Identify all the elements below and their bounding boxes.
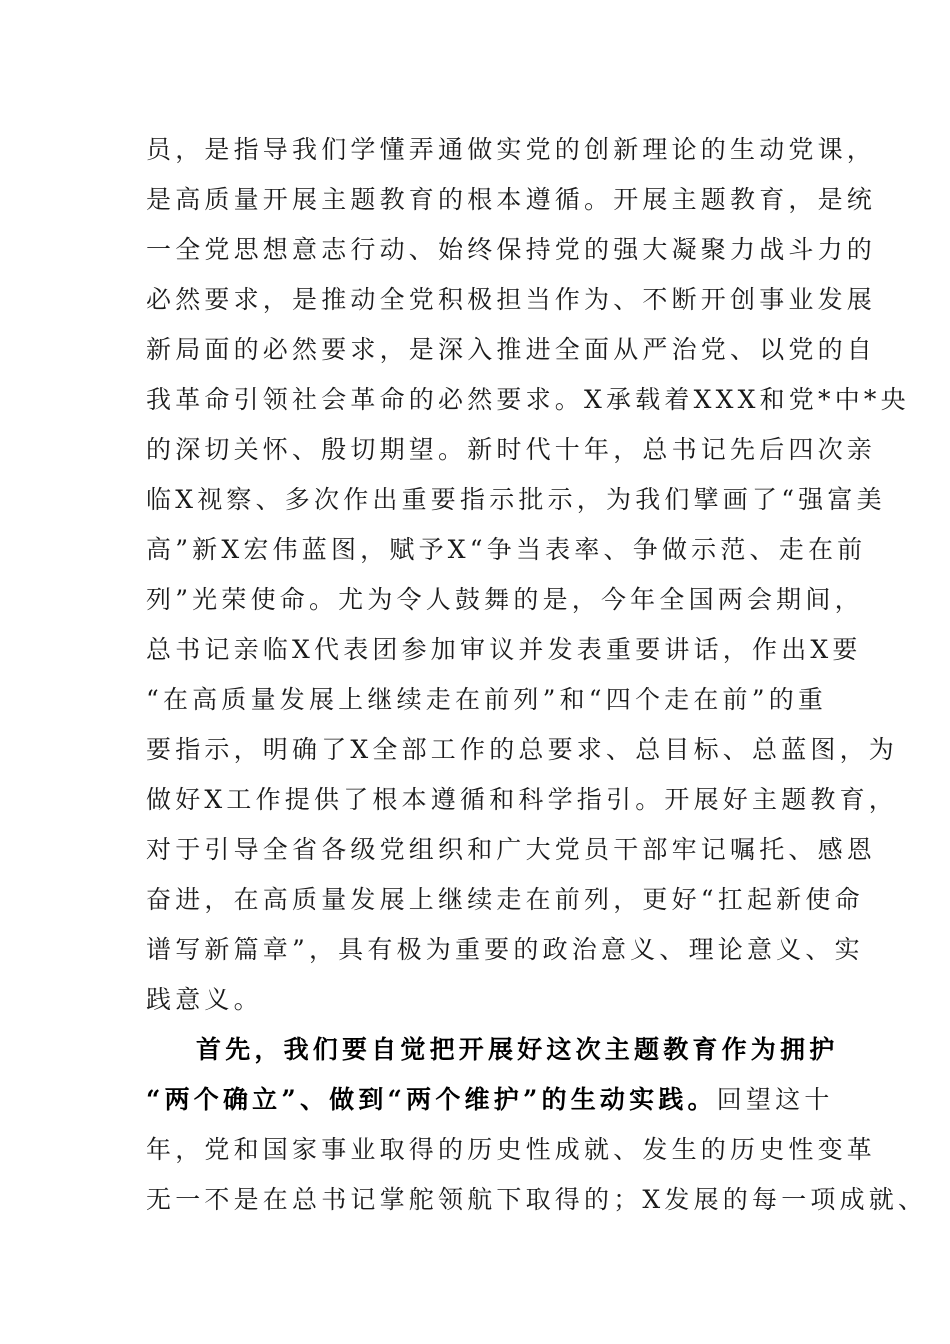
paragraph-line: 对于引导全省各级党组织和广大党员干部牢记嘱托、感恩 [146,835,877,864]
paragraph-1 [146,125,910,1025]
paragraph-line: “在高质量发展上继续走在前列”和“四个走在前”的重 [146,685,828,714]
paragraph-line: 总书记亲临X代表团参加审议并发表重要讲话，作出X要 [146,635,862,664]
paragraph-line: 是高质量开展主题教育的根本遵循。开展主题教育，是统 [146,185,877,214]
paragraph-line: 临X视察、多次作出重要指示批示，为我们擘画了“强富美 [146,485,886,514]
paragraph-line: 奋进，在高质量发展上继续走在前列，更好“扛起新使命 [146,885,864,914]
paragraph-line: 谱写新篇章”，具有极为重要的政治意义、理论意义、实 [146,935,864,964]
paragraph-line: 新局面的必然要求，是深入推进全面从严治党、以党的自 [146,335,877,364]
paragraph-line: 无一不是在总书记掌舵领航下取得的；X发展的每一项成就、 [146,1185,928,1214]
paragraph-line: 做好X工作提供了根本遵循和科学指引。开展好主题教育， [146,785,899,814]
document-body [146,125,928,1225]
paragraph-line [146,1075,834,1125]
paragraph-line: 必然要求，是推动全党积极担当作为、不断开创事业发展 [146,285,877,314]
paragraph-line: 列”光荣使命。尤为令人鼓舞的是，今年全国两会期间， [146,585,864,614]
paragraph-line: 一全党思想意志行动、始终保持党的强大凝聚力战斗力的 [146,235,877,264]
paragraph-line: 高”新X宏伟蓝图，赋予X“争当表率、争做示范、走在前 [146,535,867,564]
paragraph-line: 员，是指导我们学懂弄通做实党的创新理论的生动党课， [146,135,877,164]
paragraph-line: 我革命引领社会革命的必然要求。X承载着XXX和党*中*央 [146,385,910,414]
paragraph-line: 年，党和国家事业取得的历史性成就、发生的历史性变革 [146,1135,877,1164]
paragraph-text: 回望这十 [716,1085,834,1114]
paragraph-2 [146,1025,928,1225]
paragraph-line: 的深切关怀、殷切期望。新时代十年，总书记先后四次亲 [146,435,877,464]
paragraph-line: 要指示，明确了X全部工作的总要求、总目标、总蓝图，为 [146,735,898,764]
paragraph-line: 践意义。 [146,985,263,1014]
paragraph-heading-line: 首先，我们要自觉把开展好这次主题教育作为拥护 [196,1035,839,1064]
paragraph-heading-text: “两个确立”、做到“两个维护”的生动实践。 [146,1085,717,1114]
